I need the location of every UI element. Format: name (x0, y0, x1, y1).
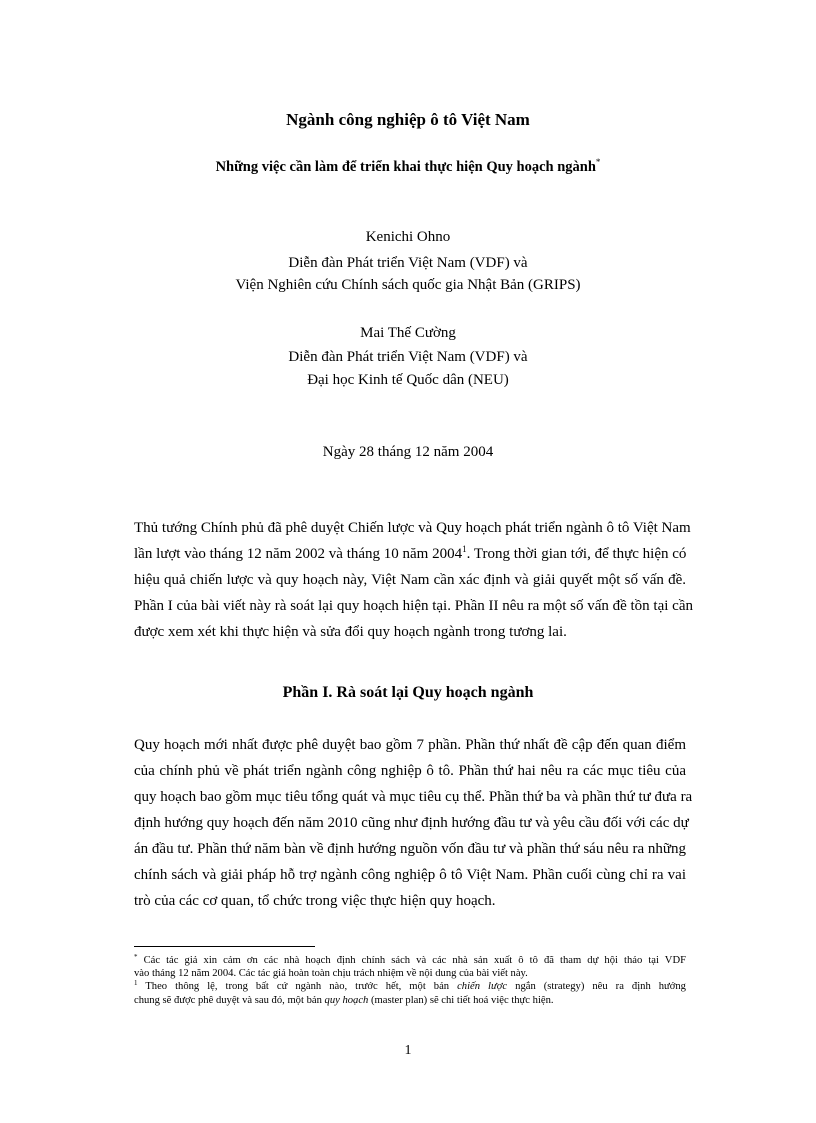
paragraph-line: được xem xét khi thực hiện và sửa đổi quy hoạch ngành trong tương lai. (134, 624, 567, 640)
footnote-text: Theo thông lệ, trong bất cứ ngành nào, trước hết, một bản (137, 981, 458, 993)
paragraph-line: trò của các cơ quan, tổ chức trong việc thực hiện quy hoạch. (134, 893, 496, 909)
footnote-text: Các tác giả xin cảm ơn các nhà hoạch định chính sách và các nhà sản xuất ô tô đã tham dự hội thảo tại VDF (137, 955, 686, 966)
paragraph-line: quy hoạch bao gồm mục tiêu tổng quát và mục tiêu cụ thể. Phần thứ ba và phần thứ tư đưa ra (134, 789, 693, 805)
footnote-divider (134, 946, 315, 947)
footnote-emphasis: chiến lược (457, 981, 508, 993)
footnote-text: ngắn (strategy) nêu ra định hướng (507, 981, 686, 993)
author-affiliation: Diễn đàn Phát triển Việt Nam (VDF) và (288, 349, 528, 365)
paragraph-line: Thủ tướng Chính phủ đã phê duyệt Chiến lược và Quy hoạch phát triển ngành ô tô Việt Nam (134, 520, 691, 536)
paragraph-line: định hướng quy hoạch đến năm 2010 cũng như định hướng đầu tư và yêu cầu đối với các dự (134, 815, 689, 831)
subtitle-text: Những việc cần làm để triển khai thực hiện Quy hoạch ngành (215, 159, 596, 175)
footnote-text: chung sẽ được phê duyệt và sau đó, một bản (134, 994, 325, 1006)
paragraph-line (134, 541, 686, 567)
footnotes (134, 954, 686, 1007)
page-number: 1 (404, 1043, 412, 1058)
document-subtitle (0, 159, 816, 176)
paragraph-line: Quy hoạch mới nhất được phê duyệt bao gồm 7 phần. Phần thứ nhất đề cập đến quan điểm (134, 737, 686, 753)
intro-paragraph (134, 515, 693, 645)
document-date: Ngày 28 tháng 12 năm 2004 (322, 444, 494, 460)
footnote-line (134, 994, 686, 1007)
paragraph-line: án đầu tư. Phần thứ năm bàn về định hướng nguồn vốn đầu tư và phần thứ sáu nêu ra những (134, 841, 687, 857)
document-title: Ngành công nghiệp ô tô Việt Nam (286, 110, 530, 129)
footnote-line: vào tháng 12 năm 2004. Các tác giả hoàn toàn chịu trách nhiệm về nội dung của bài viết này. (134, 968, 528, 980)
footnote-marker: 1 (134, 979, 138, 988)
line-text: . Trong thời gian tới, để thực hiện có (466, 546, 687, 562)
author-affiliation: Diễn đàn Phát triển Việt Nam (VDF) và (288, 255, 528, 271)
author-affiliation: Viện Nghiên cứu Chính sách quốc gia Nhật Bản (GRIPS) (235, 277, 581, 293)
footnote-emphasis: quy hoạch (324, 994, 369, 1006)
footnote-line (134, 954, 686, 967)
paragraph-line: chính sách và giải pháp hỗ trợ ngành công nghiệp ô tô Việt Nam. Phần cuối cùng chỉ ra vai (134, 867, 686, 883)
section-heading: Phần I. Rà soát lại Quy hoạch ngành (282, 684, 534, 701)
section1-paragraph (134, 732, 693, 914)
author-name: Kenichi Ohno (365, 229, 451, 245)
line-text: lần lượt vào tháng 12 năm 2002 và tháng 10 năm 2004 (134, 546, 463, 562)
author-name: Mai Thế Cường (360, 325, 456, 341)
footnote-line (134, 980, 686, 993)
footnote-ref: 1 (462, 544, 467, 554)
subtitle-footnote-marker: * (595, 157, 601, 167)
paragraph-line: Phần I của bài viết này rà soát lại quy hoạch hiện tại. Phần II nêu ra một số vấn đề tồn tại cần (134, 598, 693, 614)
footnote-marker: * (134, 953, 138, 961)
footnote-text: (master plan) sẽ chi tiết hoá việc thực hiện. (368, 994, 554, 1006)
paragraph-line: của chính phủ về phát triển ngành công nghiệp ô tô. Phần thứ hai nêu ra các mục tiêu của (134, 763, 686, 779)
author-affiliation: Đại học Kinh tế Quốc dân (NEU) (307, 372, 509, 388)
paragraph-line: hiệu quả chiến lược và quy hoạch này, Việt Nam cần xác định và giải quyết một số vấn đề. (134, 572, 686, 588)
